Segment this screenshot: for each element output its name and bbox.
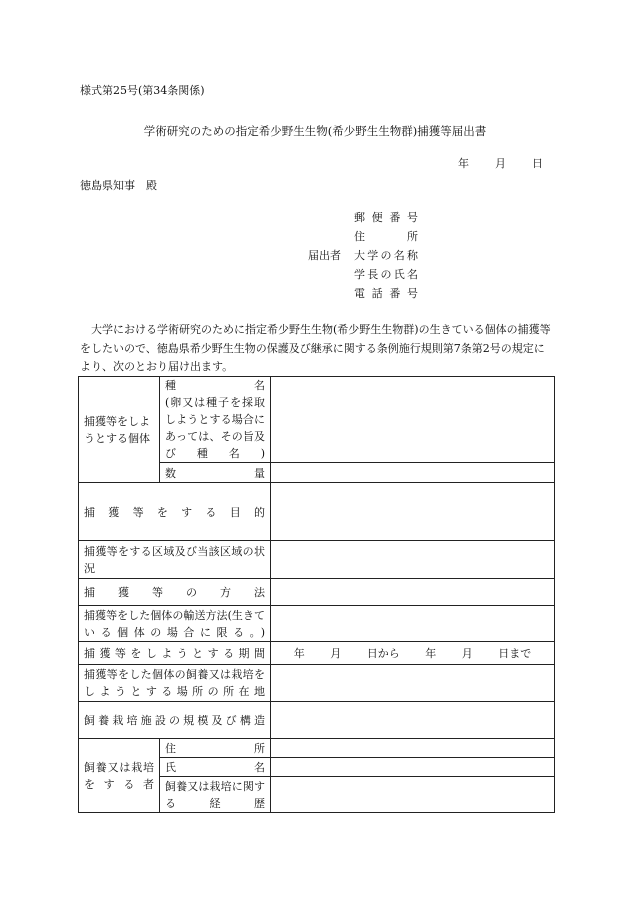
transport-label: 捕獲等をした個体の輸送方法(生きている個体の場合に限る。) xyxy=(79,606,271,642)
breeder-group-label xyxy=(79,739,160,813)
facility-label: 飼養栽培施設の規模及び構造 xyxy=(79,702,271,739)
date-month: 月 xyxy=(495,157,506,170)
species-name-label: 種名 xyxy=(165,379,265,392)
intro-paragraph xyxy=(80,321,554,377)
area-input[interactable] xyxy=(271,541,555,579)
date-year: 年 xyxy=(458,157,469,170)
university-name-label: 大学の名称 xyxy=(354,249,418,262)
period-start-year: 年 xyxy=(293,647,305,660)
breeding-location-input[interactable] xyxy=(271,665,555,702)
applicant-block xyxy=(308,208,418,303)
intro-text: 大学における学術研究のために指定希少野生生物(希少野生生物群)の生きている個体の捕獲等をしたいので、徳島県希少野生生物の保護及び継承に関する条例施行規則第7条第2号の規定により、次のとおり届け出ます。 xyxy=(80,323,551,373)
quantity-input[interactable] xyxy=(271,463,555,483)
period-label: 捕獲等をしようとする期間 xyxy=(79,642,271,665)
form-number: 様式第25号(第34条関係) xyxy=(80,84,205,97)
applicant-lead-label: 届出者 xyxy=(308,249,341,262)
facility-input[interactable] xyxy=(271,702,555,739)
period-field[interactable] xyxy=(271,642,555,665)
breeder-experience-label: 飼養又は栽培に関する経歴 xyxy=(160,777,271,813)
period-end-year: 年 xyxy=(425,647,437,660)
document-title: 学術研究のための指定希少野生生物(希少野生生物群)捕獲等届出書 xyxy=(143,124,487,138)
species-name-input[interactable] xyxy=(271,377,555,463)
president-name-label: 学長の氏名 xyxy=(354,268,418,281)
breeder-name-input[interactable] xyxy=(271,758,555,777)
period-start-day: 日から xyxy=(366,647,400,660)
breeder-group-text: 飼養又は栽培をする者 xyxy=(84,760,154,791)
species-note: (卵又は種子を採取しようとする場合にあっては、その旨及び種名) xyxy=(165,396,265,460)
application-table xyxy=(78,376,555,813)
breeder-name-label: 氏名 xyxy=(160,758,271,777)
period-end-month: 月 xyxy=(461,647,473,660)
breeding-location-label: 捕獲等をした個体の飼養又は栽培をしようとする場所の所在地 xyxy=(79,665,271,702)
method-label: 捕獲等の方法 xyxy=(79,579,271,606)
date-day: 日 xyxy=(532,157,543,170)
breeder-address-label: 住所 xyxy=(160,739,271,758)
purpose-input[interactable] xyxy=(271,483,555,541)
method-input[interactable] xyxy=(271,579,555,606)
purpose-label: 捕獲等をする目的 xyxy=(79,483,271,541)
breeder-experience-input[interactable] xyxy=(271,777,555,813)
species-name-cell xyxy=(160,377,271,463)
address-label: 住所 xyxy=(354,230,418,243)
period-start-month: 月 xyxy=(330,647,342,660)
area-label: 捕獲等をする区域及び当該区域の状況 xyxy=(79,541,271,579)
period-end-day: 日まで xyxy=(498,647,532,660)
breeder-address-input[interactable] xyxy=(271,739,555,758)
postal-code-label: 郵便番号 xyxy=(354,211,418,224)
quantity-label: 数量 xyxy=(160,463,271,483)
transport-input[interactable] xyxy=(271,606,555,642)
addressee: 徳島県知事 殿 xyxy=(80,179,157,192)
phone-number-label: 電話番号 xyxy=(354,287,418,300)
individual-group-label: 捕獲等をしようとする個体 xyxy=(79,377,160,483)
date-line xyxy=(458,155,543,171)
